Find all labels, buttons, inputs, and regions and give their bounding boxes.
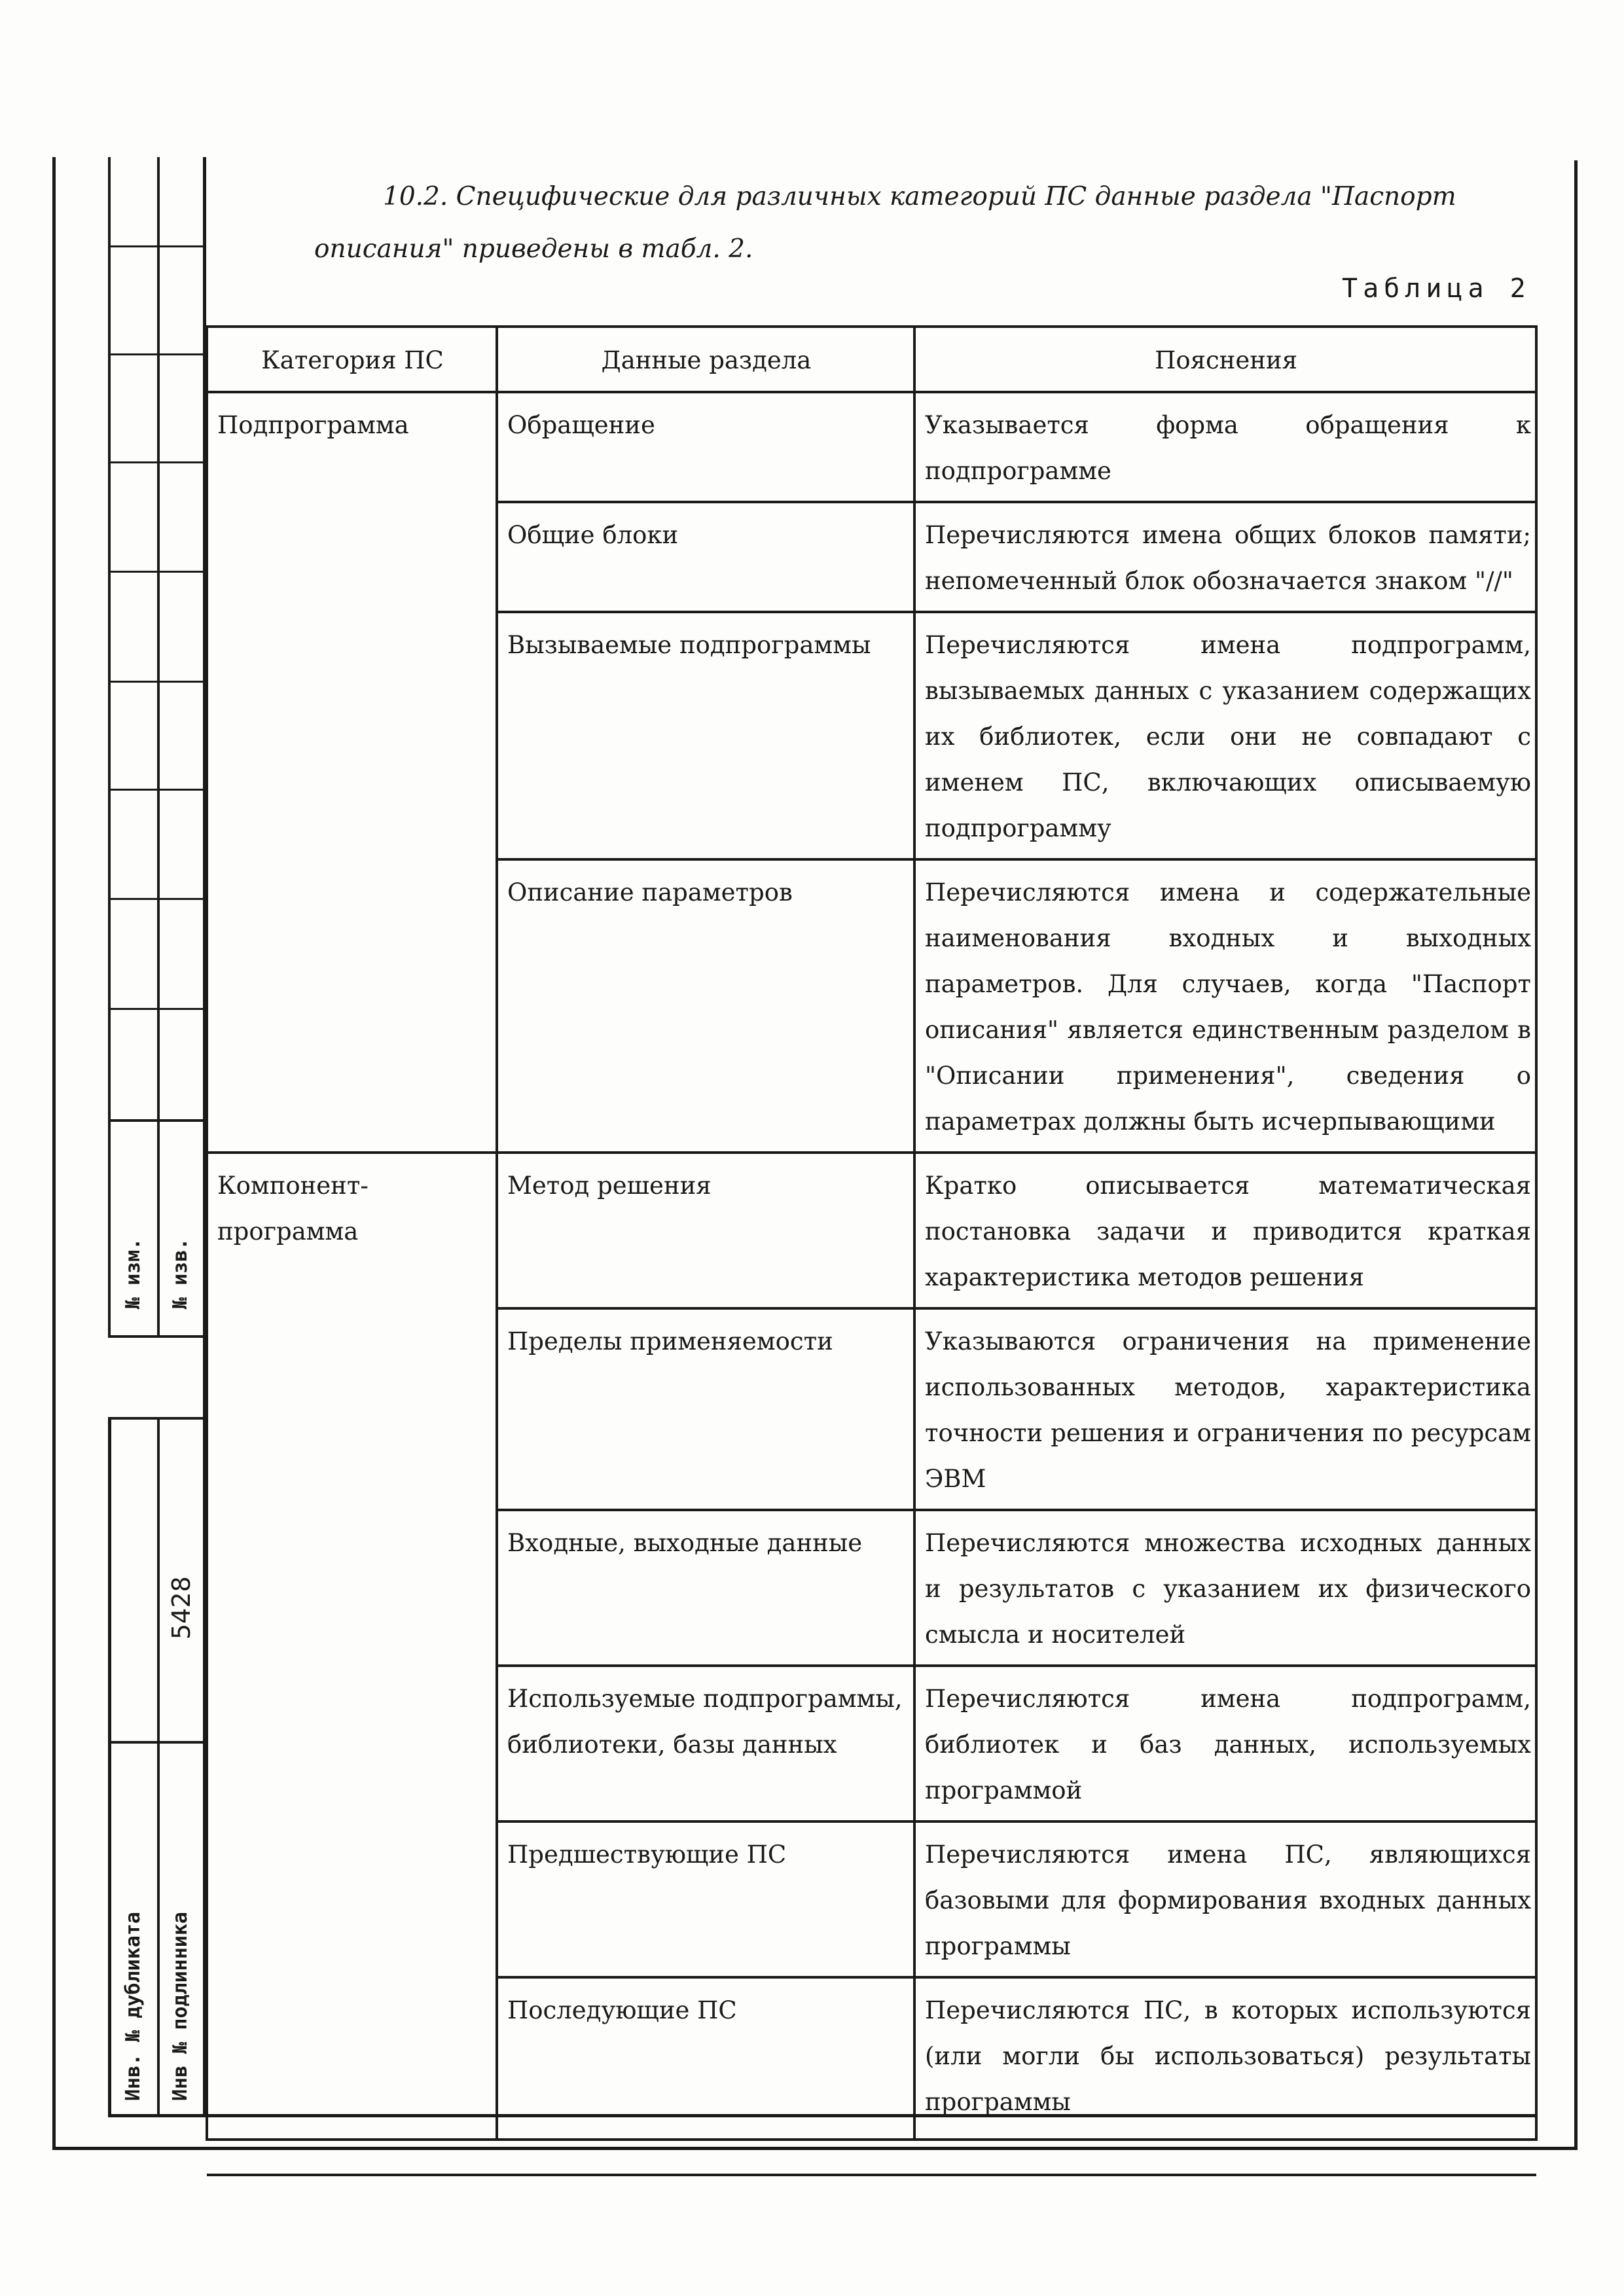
- stamp-mid-lower: [157, 1417, 160, 2117]
- data-cell: Вызываемые подпрограммы: [497, 612, 914, 859]
- intro-text-1: 10.2. Специфические для различных категорий ПС данные раздела "Паспорт: [383, 182, 1456, 211]
- data-cell: Описание параметров: [497, 859, 914, 1153]
- explanation-cell: Перечисляются ПС, в которых используются (или могли бы использоваться) результаты программы: [914, 1977, 1536, 2140]
- stamp-divider-b: [108, 1741, 206, 1744]
- stamp-notice-no: № изв.: [169, 1238, 192, 1309]
- stamp-upper-bottom: [108, 1335, 206, 1338]
- stamp-tick-7: [108, 898, 206, 900]
- frame-left-line: [52, 157, 56, 2150]
- table-row: [207, 392, 1536, 502]
- frame-right-line: [1574, 160, 1578, 2150]
- header-category: Категория ПС: [207, 327, 497, 392]
- explanation-cell: Перечисляются имена ПС, являющихся базовыми для формирования входных данных программы: [914, 1821, 1536, 1977]
- table-header-row: [207, 327, 1536, 392]
- data-cell: Используемые подпрограммы, библиотеки, базы данных: [497, 1666, 914, 1821]
- category-cell: Компонент-программа: [207, 1153, 497, 2140]
- intro-text-2: описания" приведены в табл. 2.: [314, 234, 753, 264]
- data-cell: Входные, выходные данные: [497, 1510, 914, 1666]
- stamp-tick-3: [108, 461, 206, 463]
- stamp-outer-left: [108, 157, 111, 1335]
- data-cell: Предшествующие ПС: [497, 1821, 914, 1977]
- intro-line-1: [383, 171, 1456, 223]
- stamp-tick-1: [108, 245, 206, 247]
- explanation-cell: Перечисляются множества исходных данных и результатов с указанием их физического смысла и носителей: [914, 1510, 1536, 1666]
- stamp-tick-6: [108, 789, 206, 791]
- stamp-divider-a: [108, 1119, 206, 1122]
- data-cell: Последующие ПС: [497, 1977, 914, 2140]
- stamp-change-no: № изм.: [122, 1238, 145, 1309]
- explanation-cell: Указываются ограничения на применение использованных методов, характеристика точности решения и ограничения по ресурсам ЭВМ: [914, 1308, 1536, 1510]
- explanation-cell: Кратко описывается математическая постановка задачи и приводится краткая характеристика методов решения: [914, 1153, 1536, 1308]
- header-section-data: Данные раздела: [497, 327, 914, 392]
- explanation-cell: Указывается форма обращения к подпрограмме: [914, 392, 1536, 502]
- stamp-tick-8: [108, 1008, 206, 1010]
- stamp-tick-2: [108, 353, 206, 355]
- table-caption: Таблица 2: [1342, 274, 1531, 304]
- data-cell: Обращение: [497, 392, 914, 502]
- stamp-mid: [157, 157, 160, 1335]
- explanation-cell: Перечисляются имена общих блоков памяти; непомеченный блок обозначается знаком "//": [914, 502, 1536, 612]
- data-cell: Пределы применяемости: [497, 1308, 914, 1510]
- explanation-cell: Перечисляются имена и содержательные наименования входных и выходных параметров. Для случаев, когда "Паспорт описания" является единственным разделом в "Описании применения", сведения о параметрах должны быть исчерпывающими: [914, 859, 1536, 1153]
- stamp-original-inv: Инв № подлинника: [169, 1912, 192, 2101]
- stamp-tick-4: [108, 571, 206, 573]
- data-cell: Метод решения: [497, 1153, 914, 1308]
- specification-table: [206, 325, 1538, 2176]
- stamp-lower-top: [108, 1417, 206, 1420]
- explanation-cell: Перечисляются имена подпрограмм, библиотек и баз данных, используемых программой: [914, 1666, 1536, 1821]
- data-cell: Общие блоки: [497, 502, 914, 612]
- stamp-tick-5: [108, 681, 206, 683]
- table-bottom-spacer: [207, 2140, 1536, 2175]
- header-explanation: Пояснения: [914, 327, 1536, 392]
- stamp-outer-left-lower: [108, 1417, 111, 2117]
- explanation-cell: Перечисляются имена подпрограмм, вызываемых данных с указанием содержащих их библиотек, если они не совпадают с именем ПС, включающих описываемую подпрограмму: [914, 612, 1536, 859]
- stamp-duplicate-inv: Инв. № дубликата: [122, 1912, 145, 2101]
- category-cell: Подпрограмма: [207, 392, 497, 1153]
- stamp-original-inv-value: 5428: [167, 1576, 196, 1640]
- table-row: [207, 1153, 1536, 1308]
- intro-line-2: [314, 224, 753, 275]
